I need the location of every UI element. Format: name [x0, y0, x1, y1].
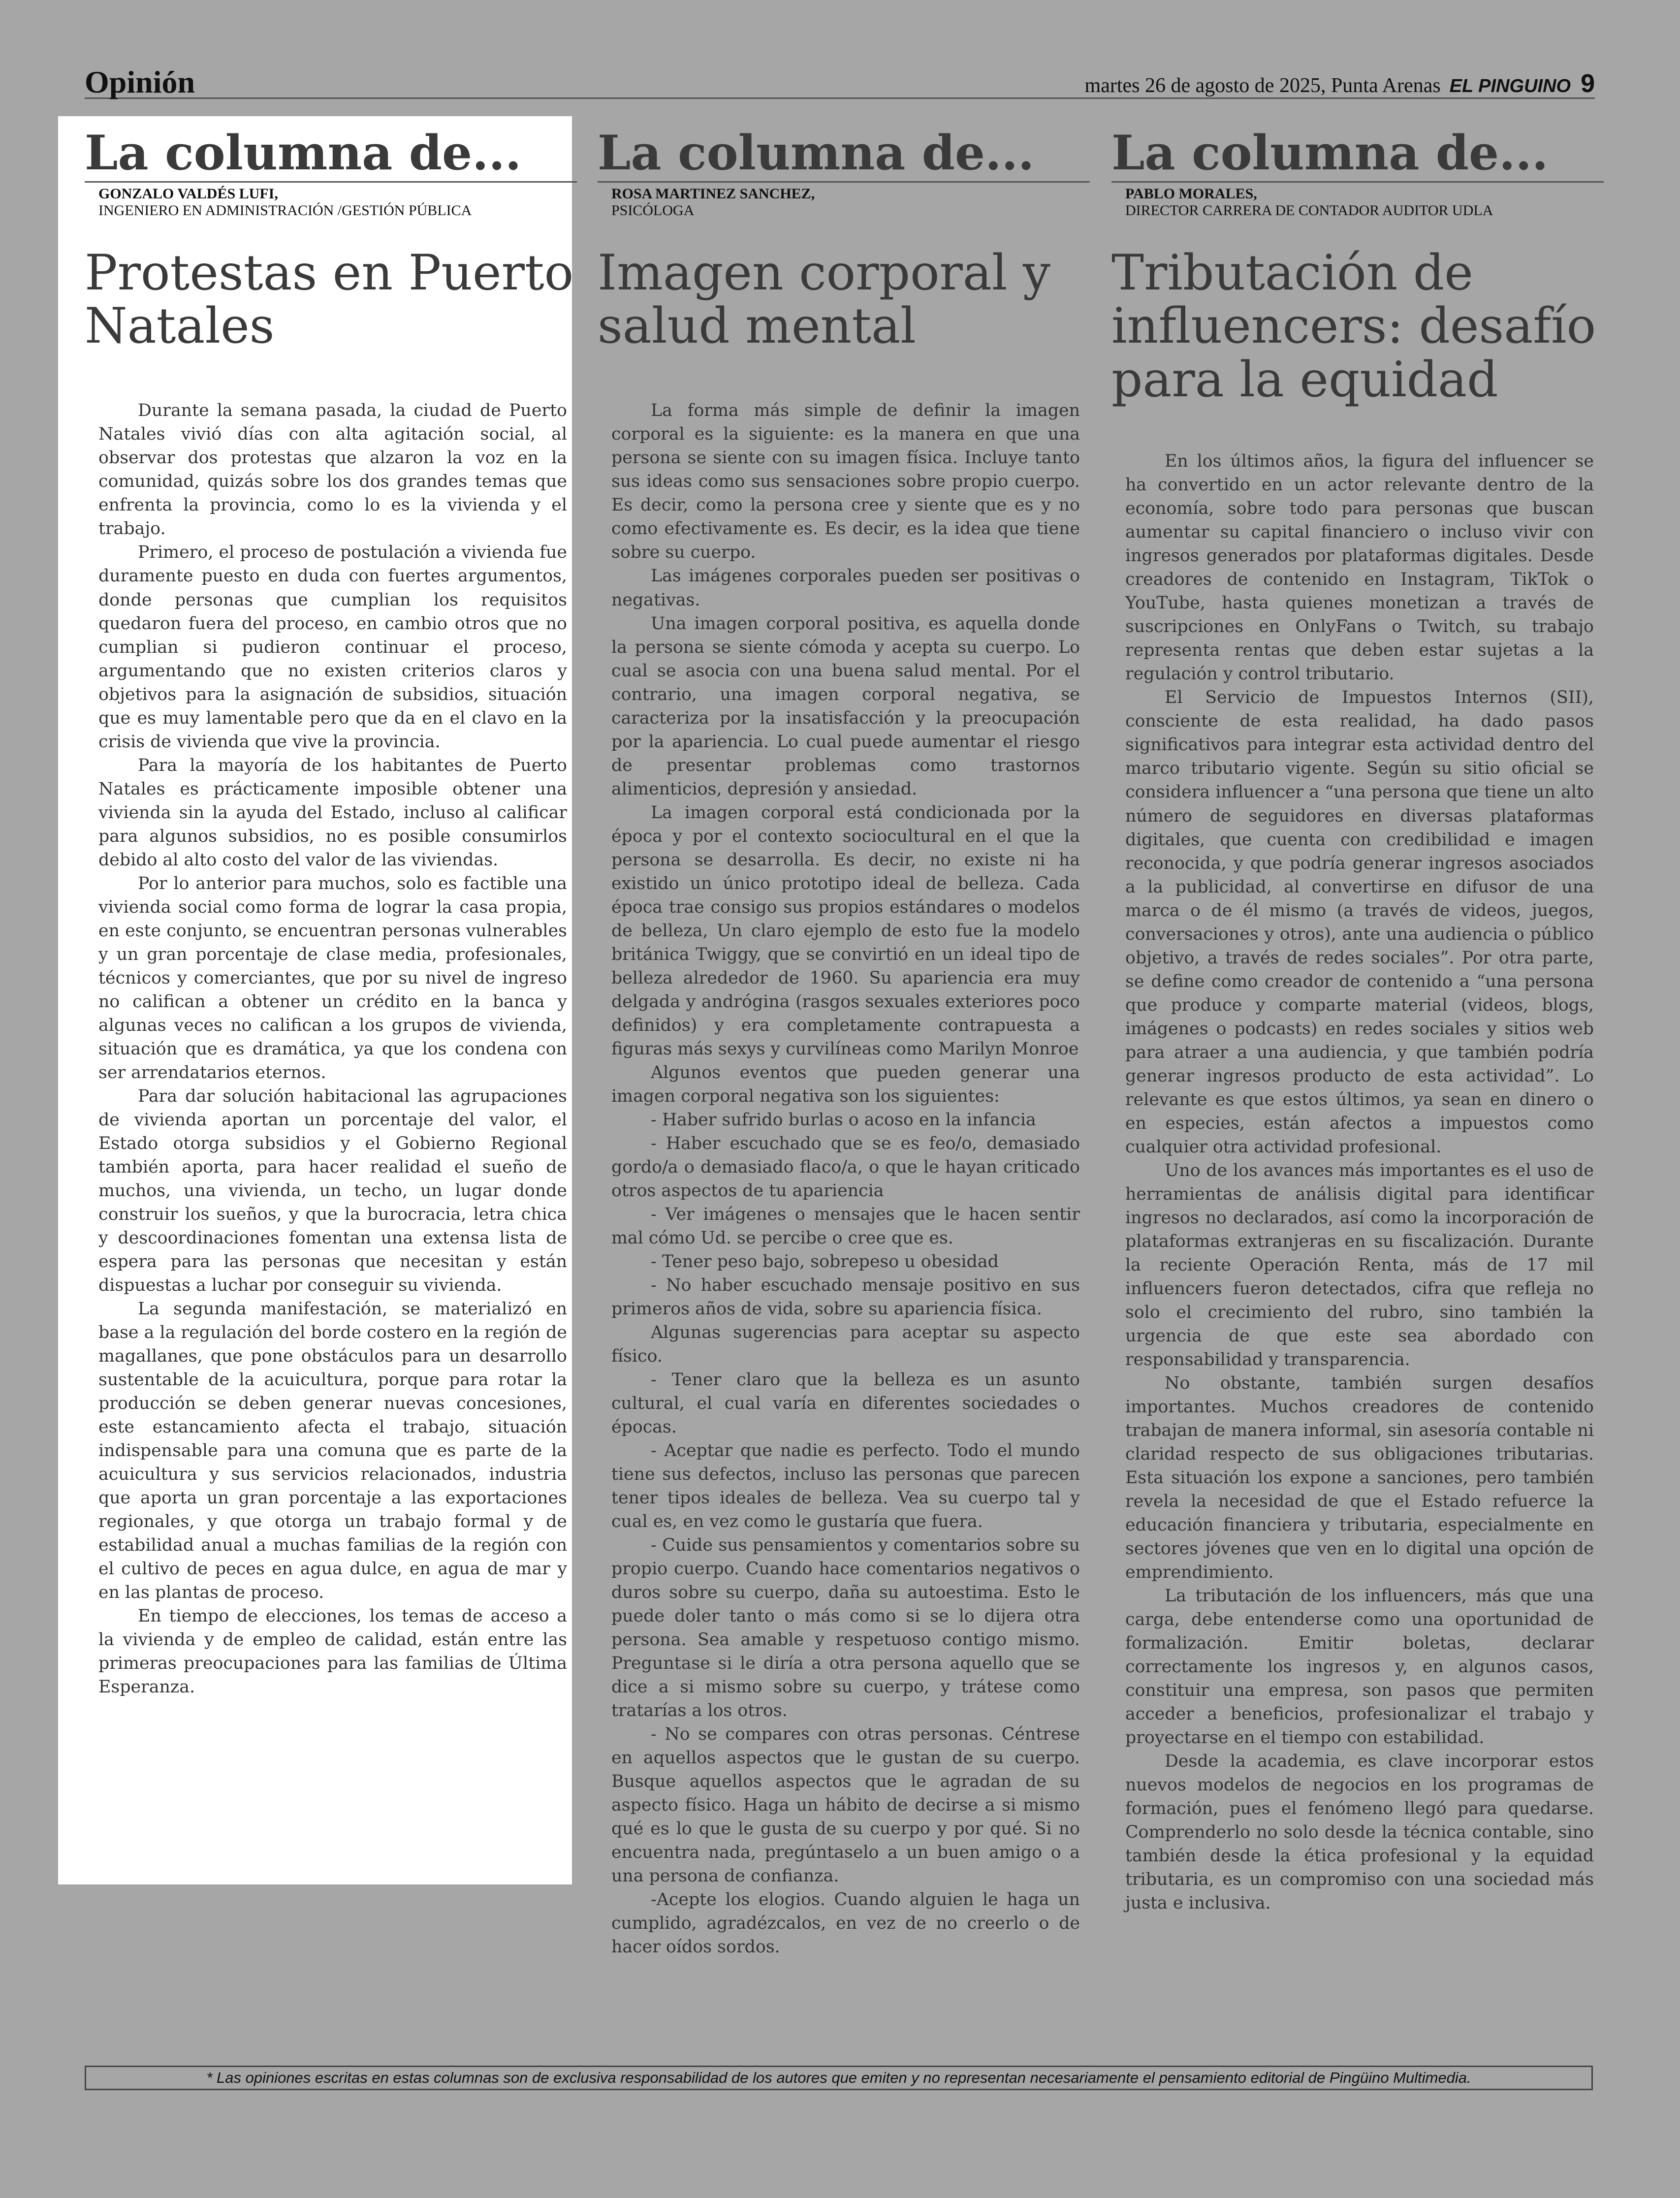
paragraph: La segunda manifestación, se materializó en base a la regulación del borde costero en la región de magallanes, que pone obstáculos para un desarrollo sustentable de la acuicultura, porque para rotar la producción se deben generar nuevas concesiones, este estancamiento afecta el trabajo, situación indispensable para una comuna que es parte de la acuicultura y sus servicios relacionados, industria que aporta un gran porcentaje a las exportaciones regionales, y que otorga un trabajo formal y de estabilidad anual a muchas familias de la región con el cultivo de peces en agua dulce, en agua de mar y en las plantas de proceso.: [98, 1299, 567, 1603]
article-body: [1125, 449, 1594, 1915]
page-number: 9: [1581, 69, 1595, 98]
column-kicker: La columna de...: [85, 127, 577, 183]
paragraph: Las imágenes corporales pueden ser positivas o negativas.: [611, 566, 1080, 610]
section-label: Opinión: [85, 64, 195, 99]
dateline-group: [1085, 69, 1595, 98]
paragraph: En tiempo de elecciones, los temas de acceso a la vivienda y de empleo de calidad, están entre las primeras preocupaciones para las familias de Última Esperanza.: [98, 1606, 567, 1697]
column-2: [598, 127, 1090, 1959]
paragraph: - Haber sufrido burlas o acoso en la infancia: [651, 1110, 1036, 1130]
article-title: Tributación de influencers: desafío para la equidad: [1111, 244, 1596, 409]
article-body: [611, 399, 1080, 1959]
paragraph: Uno de los avances más importantes es el uso de herramientas de análisis digital para identificar ingresos no declarados, así como la incorporación de plataformas extranjeras en su fiscalización. Durante la reciente Operación Renta, más de 17 mil influencers fueron detectados, cifra que refleja no solo el crecimiento del rubro, sino también la urgencia de que este sea abordado con responsabilidad y transparencia.: [1125, 1160, 1594, 1370]
paragraph: Algunas sugerencias para aceptar su aspecto físico.: [611, 1322, 1080, 1366]
paragraph: En los últimos años, la figura del influencer se ha convertido en un actor relevante dentro de la economía, sobre todo para personas que buscan aumentar su capital financiero o incluso vivir con ingresos generados por plataformas digitales. Desde creadores de contenido en Instagram, TikTok o YouTube, hasta quienes monetizan a través de suscripciones en OnlyFans o Twitch, su trabajo representa rentas que deben estar sujetas a la regulación y control tributario.: [1125, 451, 1594, 684]
disclaimer-footer: * Las opiniones escritas en estas columnas son de exclusiva responsabilidad de los autores que emiten y no representan necesariamente el pensamiento editorial de Pingüino Multimedia.: [85, 2066, 1593, 2090]
paragraph: Durante la semana pasada, la ciudad de Puerto Natales vivió días con alta agitación social, al observar dos protestas que alzaron la voz en la comunidad, quizás sobre los dos grandes temas que enfrenta la provincia, como lo es la vivienda y el trabajo.: [98, 401, 567, 539]
author-title: INGENIERO EN ADMINISTRACIÓN /GESTIÓN PÚBLICA: [98, 202, 472, 219]
author-name: GONZALO VALDÉS LUFI,: [98, 185, 278, 202]
paragraph: - Cuide sus pensamientos y comentarios sobre su propio cuerpo. Cuando hace comentarios negativos o duros sobre su cuerpo, daña su autoestima. Esto le puede doler tanto o más como si se lo dijera otra persona. Sea amable y respetuoso contigo mismo. Preguntase si le diría a otra persona aquello que se dice a si mismo sobre su cuerpo, y trátese como tratarías a los otros.: [611, 1535, 1080, 1721]
page-header: [85, 61, 1595, 99]
article-title: Imagen corporal y salud mental: [598, 244, 1050, 355]
paragraph: - Ver imágenes o mensajes que le hacen sentir mal cómo Ud. se percibe o cree que es.: [611, 1204, 1080, 1248]
paragraph: -Acepte los elogios. Cuando alguien le haga un cumplido, agradézcalos, en vez de no creerlo o de hacer oídos sordos.: [611, 1890, 1080, 1957]
author-name: ROSA MARTINEZ SANCHEZ,: [611, 185, 815, 202]
paragraph: Por lo anterior para muchos, solo es factible una vivienda social como forma de lograr la casa propia, en este conjunto, se encuentran personas vulnerables y un gran porcentaje de clase media, profesionales, técnicos y comerciantes, que por su nivel de ingreso no califican a obtener un crédito en la banca y algunas veces no califican a los grupos de vivienda, situación que es dramática, ya que los condena con ser arrendatarios eternos.: [98, 873, 567, 1083]
author-name: PABLO MORALES,: [1125, 185, 1257, 202]
paragraph: - Tener peso bajo, sobrepeso u obesidad: [651, 1251, 999, 1272]
author-title: DIRECTOR CARRERA DE CONTADOR AUDITOR UDLA: [1125, 202, 1493, 219]
paragraph: La forma más simple de definir la imagen corporal es la siguiente: es la manera en que una persona se siente con su imagen física. Incluye tanto sus ideas como sus sensaciones sobre propio cuerpo. Es decir, como la persona cree y siente que es y no como efectivamente es. Es decir, es la idea que tiene sobre su cuerpo.: [611, 401, 1080, 563]
paragraph: Para dar solución habitacional las agrupaciones de vivienda aportan un porcentaje del valor, el Estado otorga subsidios y el Gobierno Regional también aporta, para hacer realidad el sueño de muchos, una vivienda, un techo, un lugar donde construir los sueños, y que la burocracia, letra chica y descoordinaciones fomentan una extensa lista de espera para las personas que necesitan y están dispuestas a luchar por conseguir su vivienda.: [98, 1086, 567, 1295]
paragraph: - Aceptar que nadie es perfecto. Todo el mundo tiene sus defectos, incluso las personas que parecen tener tipos ideales de belleza. Vea su cuerpo tal y cual es, en vez como le gustaría que fuera.: [611, 1441, 1080, 1532]
column-kicker: La columna de...: [598, 127, 1090, 183]
column-1: [85, 127, 577, 1699]
paragraph: - Tener claro que la belleza es un asunto cultural, el cual varía en diferentes sociedades o épocas.: [611, 1370, 1080, 1437]
article-title: Protestas en Puerto Natales: [85, 244, 574, 355]
author-title: PSICÓLOGA: [611, 202, 695, 219]
dateline: martes 26 de agosto de 2025, Punta Arenas: [1084, 74, 1441, 97]
paragraph: Desde la academia, es clave incorporar estos nuevos modelos de negocios en los programas de formación, pues el fenómeno llegó para quedarse. Comprenderlo no solo desde la técnica contable, sino también desde la ética profesional y la equidad tributaria, es un compromiso con una sociedad más justa e inclusiva.: [1125, 1752, 1594, 1913]
paragraph: La imagen corporal está condicionada por la época y por el contexto sociocultural en el que la persona se desarrolla. Es decir, no existe ni ha existido un único prototipo ideal de belleza. Cada época trae consigo sus propios estándares o modelos de belleza, Un claro ejemplo de esto fue la modelo británica Twiggy, que se convirtió en un ideal tipo de belleza alrededor de 1960. Su apariencia era muy delgada y andrógina (rasgos sexuales exteriores poco definidos) y era completamente contrapuesta a figuras más sexys y curvilíneas como Marilyn Monroe: [611, 802, 1080, 1059]
paragraph: - Haber escuchado que se es feo/o, demasiado gordo/a o demasiado flaco/a, o que le hayan criticado otros aspectos de tu apariencia: [611, 1133, 1080, 1201]
paragraph: - No se compares con otras personas. Céntrese en aquellos aspectos que le gustan de su cuerpo. Busque aquellos aspectos que le agradan de su aspecto físico. Haga un hábito de decirse a si mismo qué es lo que le gusta de su cuerpo y por qué. Si no encuentra nada, pregúntaselo a un buen amigo o a una persona de confianza.: [611, 1724, 1080, 1886]
column-kicker: La columna de...: [1111, 127, 1604, 183]
paragraph: - No haber escuchado mensaje positivo en sus primeros años de vida, sobre su apariencia física.: [611, 1275, 1080, 1319]
paragraph: Una imagen corporal positiva, es aquella donde la persona se siente cómoda y acepta su cuerpo. Lo cual se asocia con una buena salud mental. Por el contrario, una imagen corporal negativa, se caracteriza por la insatisfacción y la preocupación por la apariencia. Lo cual puede aumentar el riesgo de presentar problemas como trastornos alimenticios, depresión y ansiedad.: [611, 613, 1080, 799]
paragraph: No obstante, también surgen desafíos importantes. Muchos creadores de contenido trabajan de manera informal, sin asesoría contable ni claridad respecto de sus obligaciones tributarias. Esta situación los expone a sanciones, pero también revela la necesidad de que el Estado refuerce la educación financiera y tributaria, especialmente en sectores jóvenes que ven en lo digital una opción de emprendimiento.: [1125, 1373, 1594, 1582]
article-body: [98, 399, 567, 1699]
column-3: [1111, 127, 1604, 1915]
paragraph: Algunos eventos que pueden generar una imagen corporal negativa son los siguientes:: [611, 1062, 1080, 1106]
paragraph: Para la mayoría de los habitantes de Puerto Natales es prácticamente imposible obtener una vivienda sin la ayuda del Estado, incluso al calificar para algunos subsidios, no es posible consumirlos debido al alto costo del valor de las viviendas.: [98, 755, 567, 870]
paragraph: La tributación de los influencers, más que una carga, debe entenderse como una oportunidad de formalización. Emitir boletas, declarar correctamente los ingresos y, en algunos casos, constituir una empresa, son pasos que permiten acceder a beneficios, profesionalizar el trabajo y proyectarse en el tiempo con estabilidad.: [1125, 1586, 1594, 1748]
paragraph: El Servicio de Impuestos Internos (SII), consciente de esta realidad, ha dado pasos significativos para integrar esta actividad dentro del marco tributario vigente. Según su sitio oficial se considera influencer a “una persona que tiene un alto número de seguidores en diversas plataformas digitales, que cuenta con credibilidad e imagen reconocida, y que podría generar ingresos asociados a la publicidad, al convertirse en difusor de una marca o de él mismo (a través de videos, juegos, conversaciones y otros), ante una audiencia o público objetivo, a través de redes sociales”. Por otra parte, se define como creador de contenido a “una persona que produce y comparte material (videos, blogs, imágenes o podcasts) en redes sociales y sitios web para atraer a una audiencia, y que también podría generar ingresos producto de esta actividad”. Lo relevante es que estos últimos, ya sean en dinero o en especies, están afectos a impuestos como cualquier otra actividad profesional.: [1125, 688, 1594, 1157]
paragraph: Primero, el proceso de postulación a vivienda fue duramente puesto en duda con fuertes argumentos, donde personas que cumplian los requisitos quedaron fuera del proceso, en cambio otros que no cumplian si pudieron continuar el proceso, argumentando que no existen criterios claros y objetivos para la asignación de subsidios, situación que es muy lamentable pero que da en el clavo en la crisis de vivienda que vive la provincia.: [98, 542, 567, 752]
newspaper-logo: EL PINGUINO: [1449, 76, 1571, 96]
